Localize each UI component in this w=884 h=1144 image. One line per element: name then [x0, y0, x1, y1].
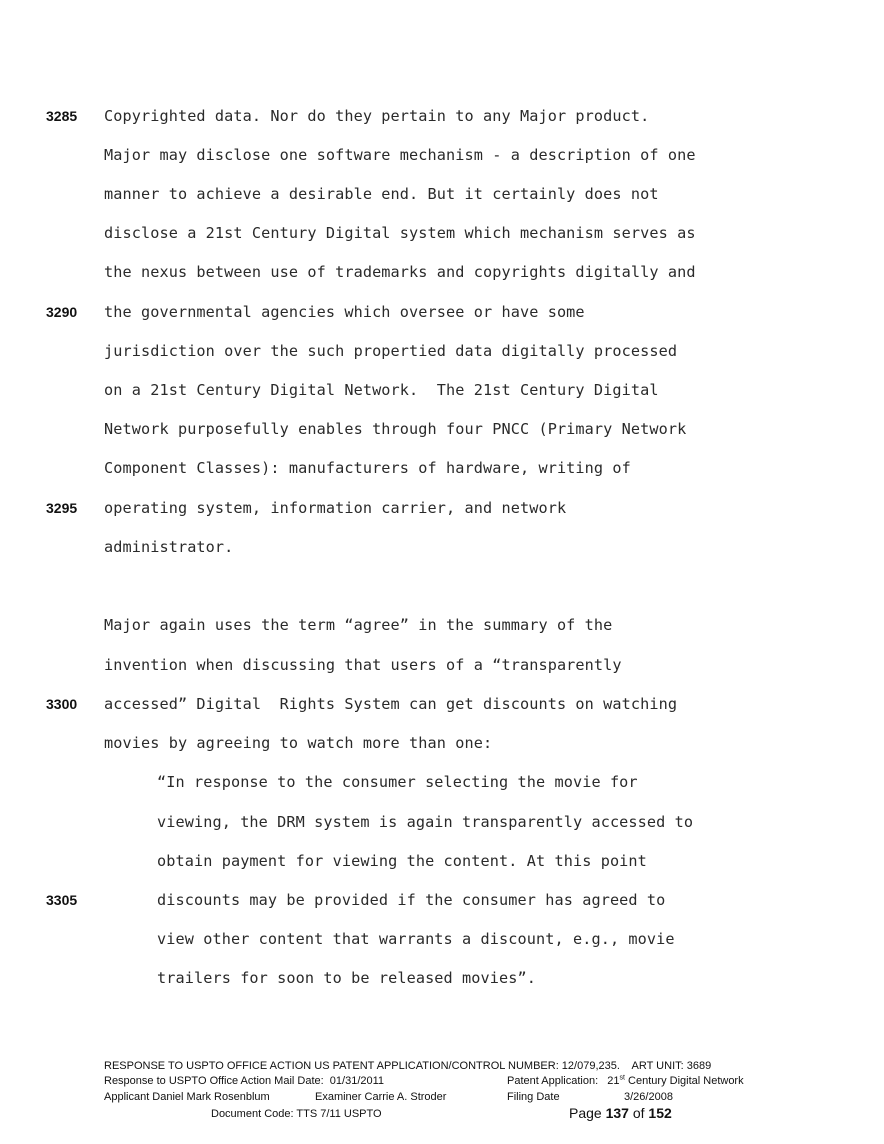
- body-line: accessed” Digital Rights System can get discounts on watching: [104, 695, 678, 713]
- body-line: the governmental agencies which oversee or have some: [104, 303, 585, 321]
- quote-line: obtain payment for viewing the content. At this point: [157, 852, 647, 870]
- footer-header-line: RESPONSE TO USPTO OFFICE ACTION US PATENT APPLICATION/CONTROL NUMBER: 12/079,235. ART UNIT: 3689: [104, 1060, 712, 1072]
- patent-application-title: 21st Century Digital Network: [607, 1074, 744, 1087]
- quote-line: “In response to the consumer selecting the movie for: [157, 773, 638, 791]
- quote-line: trailers for soon to be released movies”.: [157, 969, 536, 987]
- footer-document-code: Document Code: TTS 7/11 USPTO: [211, 1108, 382, 1120]
- body-line: Network purposefully enables through four PNCC (Primary Network: [104, 420, 687, 438]
- body-line: administrator.: [104, 538, 234, 556]
- footer-applicant: Applicant Daniel Mark Rosenblum: [104, 1091, 270, 1103]
- body-line: disclose a 21st Century Digital system which mechanism serves as: [104, 224, 696, 242]
- body-line: invention when discussing that users of a “transparently: [104, 656, 622, 674]
- quote-line: view other content that warrants a discount, e.g., movie: [157, 930, 675, 948]
- body-line: on a 21st Century Digital Network. The 21st Century Digital: [104, 381, 659, 399]
- body-line: Major may disclose one software mechanism - a description of one: [104, 146, 696, 164]
- line-number: 3300: [46, 696, 78, 712]
- body-line: jurisdiction over the such propertied data digitally processed: [104, 342, 678, 360]
- footer-filing-date: 3/26/2008: [624, 1091, 673, 1103]
- body-line: movies by agreeing to watch more than one:: [104, 734, 493, 752]
- line-number: 3285: [46, 108, 78, 124]
- footer-mail-date: Response to USPTO Office Action Mail Date: 01/31/2011: [104, 1075, 385, 1087]
- body-line: Major again uses the term “agree” in the summary of the: [104, 616, 613, 634]
- body-line: operating system, information carrier, and network: [104, 499, 567, 517]
- line-number: 3295: [46, 500, 78, 516]
- body-line: the nexus between use of trademarks and copyrights digitally and: [104, 263, 696, 281]
- body-line: Copyrighted data. Nor do they pertain to any Major product.: [104, 107, 650, 125]
- footer-examiner: Examiner Carrie A. Stroder: [315, 1091, 447, 1103]
- body-line: manner to achieve a desirable end. But it certainly does not: [104, 185, 659, 203]
- quote-line: viewing, the DRM system is again transparently accessed to: [157, 813, 694, 831]
- patent-application-label: Patent Application:: [507, 1075, 599, 1087]
- line-number: 3305: [46, 892, 78, 908]
- footer-filing-label: Filing Date: [507, 1091, 560, 1103]
- line-number: 3290: [46, 304, 78, 320]
- body-line: Component Classes): manufacturers of hardware, writing of: [104, 459, 631, 477]
- quote-line: discounts may be provided if the consumer has agreed to: [157, 891, 666, 909]
- footer-patent-application: [507, 1074, 744, 1088]
- page-number: Page 137 of 152: [569, 1105, 672, 1121]
